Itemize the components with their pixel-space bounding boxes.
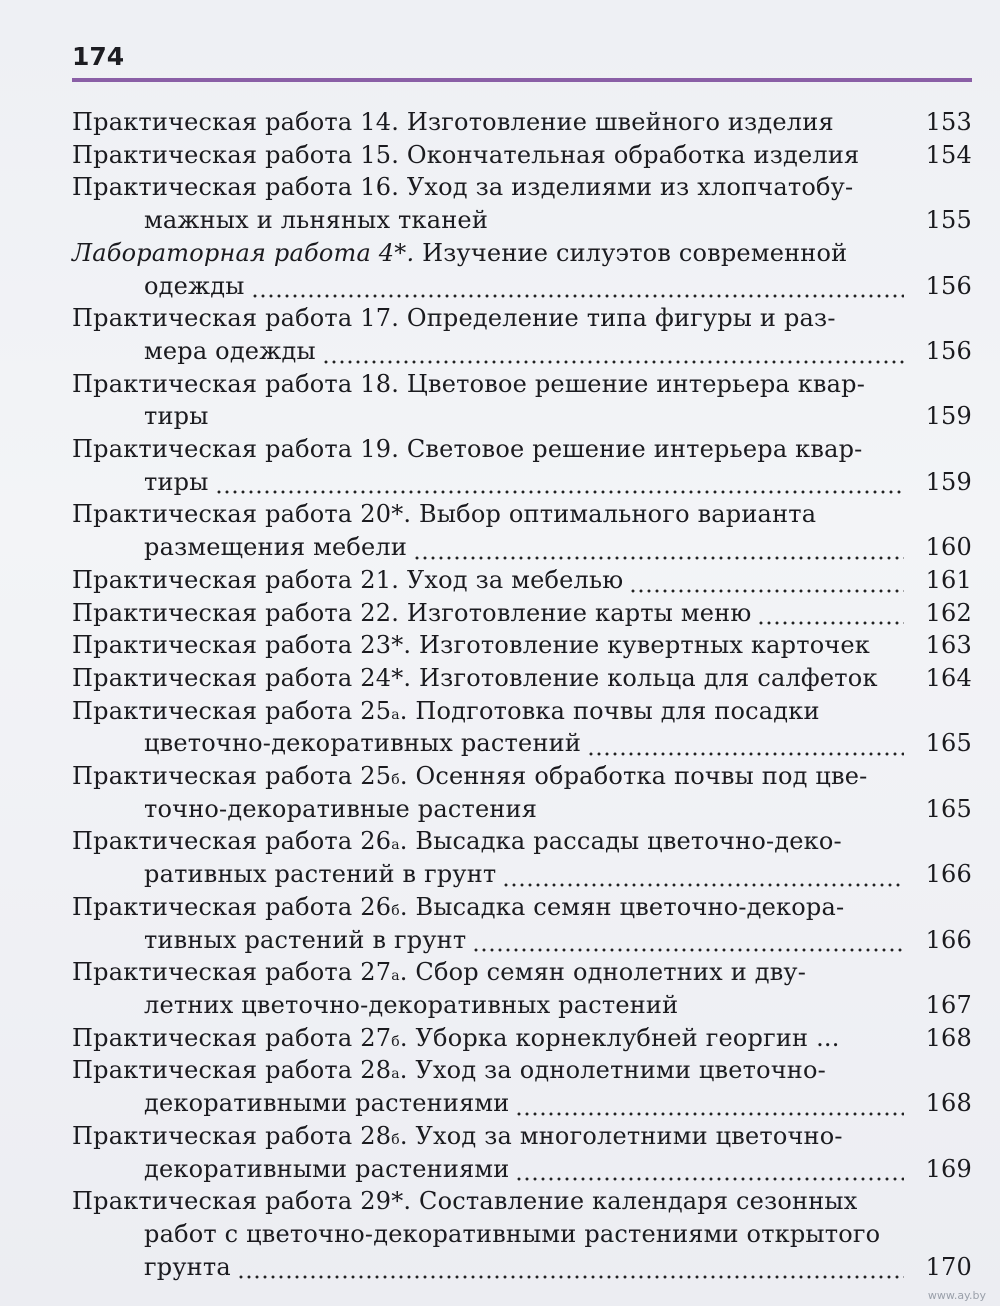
toc-entry-label: Практическая работа 28 bbox=[72, 1056, 392, 1085]
toc-entry-label: Практическая работа 27 bbox=[72, 958, 392, 987]
toc-entry-line bbox=[72, 564, 972, 597]
toc-entry-title: Цветовое решение интерьера квар- bbox=[399, 369, 866, 398]
toc-entry-label: Практическая работа 26 bbox=[72, 892, 392, 921]
toc-entry-title: работ с цветочно-декоративными растениями открытого bbox=[144, 1219, 881, 1248]
toc-entry bbox=[72, 1022, 972, 1055]
toc-page-ref: 165 bbox=[925, 794, 972, 823]
toc-entry-label: Практическая работа 25 bbox=[72, 696, 392, 725]
toc-entry-title: Изучение силуэтов современной bbox=[414, 238, 848, 267]
dot-leader bbox=[865, 147, 904, 171]
toc-entry bbox=[72, 302, 972, 367]
toc-page-ref: 168 bbox=[925, 1089, 972, 1118]
toc-entry-continuation bbox=[72, 1218, 972, 1251]
dot-leader bbox=[322, 344, 904, 368]
toc-entry-label: Практическая работа 24*. bbox=[72, 663, 412, 692]
dot-leader bbox=[629, 573, 904, 597]
toc-entry-line bbox=[72, 171, 972, 204]
toc-entry-title: . Уборка корнеклубней георгин ... bbox=[399, 1023, 840, 1052]
toc-entry-line: Практическая работа 27 а . Сбор семян однолетних и дву- bbox=[72, 956, 972, 989]
toc-page-ref: 156 bbox=[925, 271, 972, 300]
toc-entry-continuation bbox=[72, 204, 972, 237]
toc-entry-continuation bbox=[72, 466, 972, 499]
dot-leader bbox=[502, 867, 904, 891]
toc-entry-line: Практическая работа 28 а . Уход за однолетними цветочно- bbox=[72, 1054, 972, 1087]
dot-leader bbox=[494, 213, 904, 237]
dot-leader bbox=[543, 801, 904, 825]
toc-entry-continuation bbox=[72, 1251, 972, 1284]
toc-entry bbox=[72, 956, 972, 1021]
dot-leader bbox=[757, 605, 904, 629]
toc-entry-continuation bbox=[72, 400, 972, 433]
watermark: www.ay.by bbox=[927, 1289, 986, 1302]
dot-leader bbox=[840, 115, 904, 139]
toc-entry-title: Составление календаря сезонных bbox=[411, 1187, 858, 1216]
toc-entry bbox=[72, 1120, 972, 1185]
dot-leader bbox=[251, 278, 904, 302]
table-of-contents bbox=[72, 106, 972, 1283]
dot-leader bbox=[846, 1030, 904, 1054]
dot-leader bbox=[237, 1259, 904, 1283]
dot-leader bbox=[684, 998, 904, 1022]
toc-entry-label: Практическая работа 15. bbox=[72, 140, 400, 169]
toc-entry bbox=[72, 825, 972, 890]
toc-entry-continuation bbox=[72, 989, 972, 1022]
toc-page-ref: 159 bbox=[925, 402, 972, 431]
toc-entry-line: Практическая работа 25 б . Осенняя обработка почвы под цве- bbox=[72, 760, 972, 793]
toc-entry-label: Практическая работа 23*. bbox=[72, 631, 412, 660]
toc-entry bbox=[72, 368, 972, 433]
toc-entry-title: . Осенняя обработка почвы под цве- bbox=[399, 762, 868, 791]
toc-entry-title: декоративными растениями bbox=[144, 1089, 510, 1118]
toc-entry-continuation bbox=[72, 270, 972, 303]
toc-entry-continuation bbox=[72, 727, 972, 760]
toc-entry-label: Практическая работа 22. bbox=[72, 598, 400, 627]
toc-entry bbox=[72, 695, 972, 760]
toc-entry-title: Определение типа фигуры и раз- bbox=[399, 304, 836, 333]
dot-leader bbox=[884, 671, 904, 695]
dot-leader bbox=[515, 1161, 904, 1185]
toc-entry bbox=[72, 1185, 972, 1283]
toc-page-ref: 155 bbox=[925, 206, 972, 235]
toc-entry-label: Практическая работа 29*. bbox=[72, 1187, 412, 1216]
toc-entry-title: летних цветочно-декоративных растений bbox=[144, 990, 679, 1019]
toc-entry-title: размещения мебели bbox=[144, 533, 408, 562]
toc-entry-title: Уход за мебелью bbox=[399, 565, 624, 594]
toc-page-ref: 164 bbox=[925, 663, 972, 692]
toc-entry-line bbox=[72, 106, 972, 139]
toc-entry-title: Изготовление карты меню bbox=[399, 598, 752, 627]
toc-entry-line: Практическая работа 25 а . Подготовка почвы для посадки bbox=[72, 695, 972, 728]
toc-entry-line: Практическая работа 27 б . Уборка корнеклубней георгин ... 168 bbox=[72, 1022, 972, 1055]
dot-leader bbox=[515, 1096, 904, 1120]
toc-entry-label: Практическая работа 19. bbox=[72, 435, 400, 464]
dot-leader bbox=[472, 932, 904, 956]
toc-entry-title: Изготовление швейного изделия bbox=[399, 108, 834, 136]
toc-entry-line: Практическая работа 26 а . Высадка рассады цветочно-деко- bbox=[72, 825, 972, 858]
toc-entry-title: . Высадка семян цветочно-декора- bbox=[399, 892, 845, 921]
page-number: 174 bbox=[72, 42, 125, 71]
toc-entry-line bbox=[72, 139, 972, 172]
toc-entry-line bbox=[72, 302, 972, 335]
toc-entry-title: . Сбор семян однолетних и дву- bbox=[399, 958, 807, 987]
toc-page-ref: 154 bbox=[925, 140, 972, 169]
toc-page-ref: 163 bbox=[925, 631, 972, 660]
toc-page-ref: 170 bbox=[925, 1252, 972, 1281]
dot-leader bbox=[215, 409, 904, 433]
toc-page-ref: 160 bbox=[925, 533, 972, 562]
toc-entry-line bbox=[72, 498, 972, 531]
toc-entry-title: декоративными растениями bbox=[144, 1154, 510, 1183]
toc-entry-continuation bbox=[72, 1087, 972, 1120]
toc-entry bbox=[72, 760, 972, 825]
toc-entry-title: цветочно-декоративных растений bbox=[144, 729, 582, 758]
toc-entry-title: . Высадка рассады цветочно-деко- bbox=[399, 827, 842, 856]
toc-entry-label: Практическая работа 18. bbox=[72, 369, 400, 398]
toc-entry-line bbox=[72, 662, 972, 695]
toc-entry-title: Изготовление кольца для салфеток bbox=[411, 663, 878, 692]
toc-page-ref: 166 bbox=[925, 860, 972, 889]
toc-entry bbox=[72, 498, 972, 563]
toc-entry-line bbox=[72, 629, 972, 662]
toc-entry bbox=[72, 629, 972, 662]
toc-entry-title: Изготовление кувертных карточек bbox=[411, 631, 871, 660]
toc-entry-title: точно-декоративные растения bbox=[144, 794, 538, 823]
toc-page-ref: 168 bbox=[925, 1023, 972, 1052]
toc-entry-label: Практическая работа 16. bbox=[72, 173, 400, 202]
toc-entry-line: Практическая работа 26 б . Высадка семян цветочно-декора- bbox=[72, 891, 972, 924]
toc-entry-title: Световое решение интерьера квар- bbox=[399, 435, 863, 464]
dot-leader bbox=[876, 638, 904, 662]
toc-entry-line bbox=[72, 237, 972, 270]
toc-entry-label: Практическая работа 14. bbox=[72, 108, 400, 136]
toc-entry-continuation bbox=[72, 924, 972, 957]
toc-entry-title: тиры bbox=[144, 402, 209, 431]
toc-page-ref: 166 bbox=[925, 925, 972, 954]
toc-entry-continuation bbox=[72, 531, 972, 564]
toc-entry bbox=[72, 662, 972, 695]
toc-entry bbox=[72, 171, 972, 236]
toc-entry-line: Практическая работа 28 б . Уход за многолетними цветочно- bbox=[72, 1120, 972, 1153]
toc-entry-label: Практическая работа 20*. bbox=[72, 500, 412, 529]
toc-entry-title: Окончательная обработка изделия bbox=[399, 140, 860, 169]
toc-entry-label: Практическая работа 26 bbox=[72, 827, 392, 856]
toc-entry-label: Практическая работа 27 bbox=[72, 1023, 392, 1052]
toc-entry-label: Практическая работа 21. bbox=[72, 565, 400, 594]
toc-entry-continuation bbox=[72, 335, 972, 368]
toc-entry bbox=[72, 237, 972, 302]
toc-entry-title: тиры bbox=[144, 467, 209, 496]
dot-leader bbox=[215, 474, 904, 498]
toc-page-ref: 161 bbox=[925, 565, 972, 594]
toc-page-ref: 162 bbox=[925, 598, 972, 627]
toc-entry bbox=[72, 564, 972, 597]
toc-entry-title: ративных растений в грунт bbox=[144, 860, 497, 889]
toc-entry-label: Лабораторная работа 4*. bbox=[72, 238, 415, 267]
toc-entry-title: . Подготовка почвы для посадки bbox=[399, 696, 820, 725]
toc-entry bbox=[72, 597, 972, 630]
toc-page-ref: 165 bbox=[925, 729, 972, 758]
toc-entry bbox=[72, 433, 972, 498]
toc-entry-title: . Уход за многолетними цветочно- bbox=[399, 1121, 843, 1150]
toc-entry-line bbox=[72, 1185, 972, 1218]
toc-entry-label: Практическая работа 25 bbox=[72, 762, 392, 791]
toc-entry-label: Практическая работа 28 bbox=[72, 1121, 392, 1150]
page-header bbox=[72, 38, 972, 82]
toc-entry bbox=[72, 891, 972, 956]
dot-leader bbox=[413, 540, 904, 564]
toc-entry-title: тивных растений в грунт bbox=[144, 925, 467, 954]
toc-page-ref: 156 bbox=[925, 336, 972, 365]
toc-page-ref: 169 bbox=[925, 1154, 972, 1183]
toc-entry bbox=[72, 1054, 972, 1119]
toc-entry bbox=[72, 139, 972, 172]
toc-page-ref: 153 bbox=[925, 108, 972, 136]
toc-entry-title: мера одежды bbox=[144, 336, 316, 365]
toc-entry-title: одежды bbox=[144, 271, 245, 300]
toc-entry bbox=[72, 106, 972, 139]
toc-entry-title: мажных и льняных тканей bbox=[144, 206, 489, 235]
toc-page-ref: 167 bbox=[925, 990, 972, 1019]
toc-page-ref: 159 bbox=[925, 467, 972, 496]
toc-entry-line bbox=[72, 433, 972, 466]
toc-entry-title: Выбор оптимального варианта bbox=[411, 500, 817, 529]
toc-entry-title: . Уход за однолетними цветочно- bbox=[399, 1056, 826, 1085]
dot-leader bbox=[587, 736, 904, 760]
header-rule bbox=[72, 78, 972, 82]
toc-entry-title: Уход за изделиями из хлопчатобу- bbox=[399, 173, 854, 202]
toc-entry-continuation bbox=[72, 1153, 972, 1186]
toc-entry-line bbox=[72, 368, 972, 401]
toc-entry-continuation bbox=[72, 858, 972, 891]
toc-entry-title: грунта bbox=[144, 1252, 231, 1281]
toc-entry-line bbox=[72, 597, 972, 630]
toc-entry-label: Практическая работа 17. bbox=[72, 304, 400, 333]
toc-entry-continuation bbox=[72, 793, 972, 826]
